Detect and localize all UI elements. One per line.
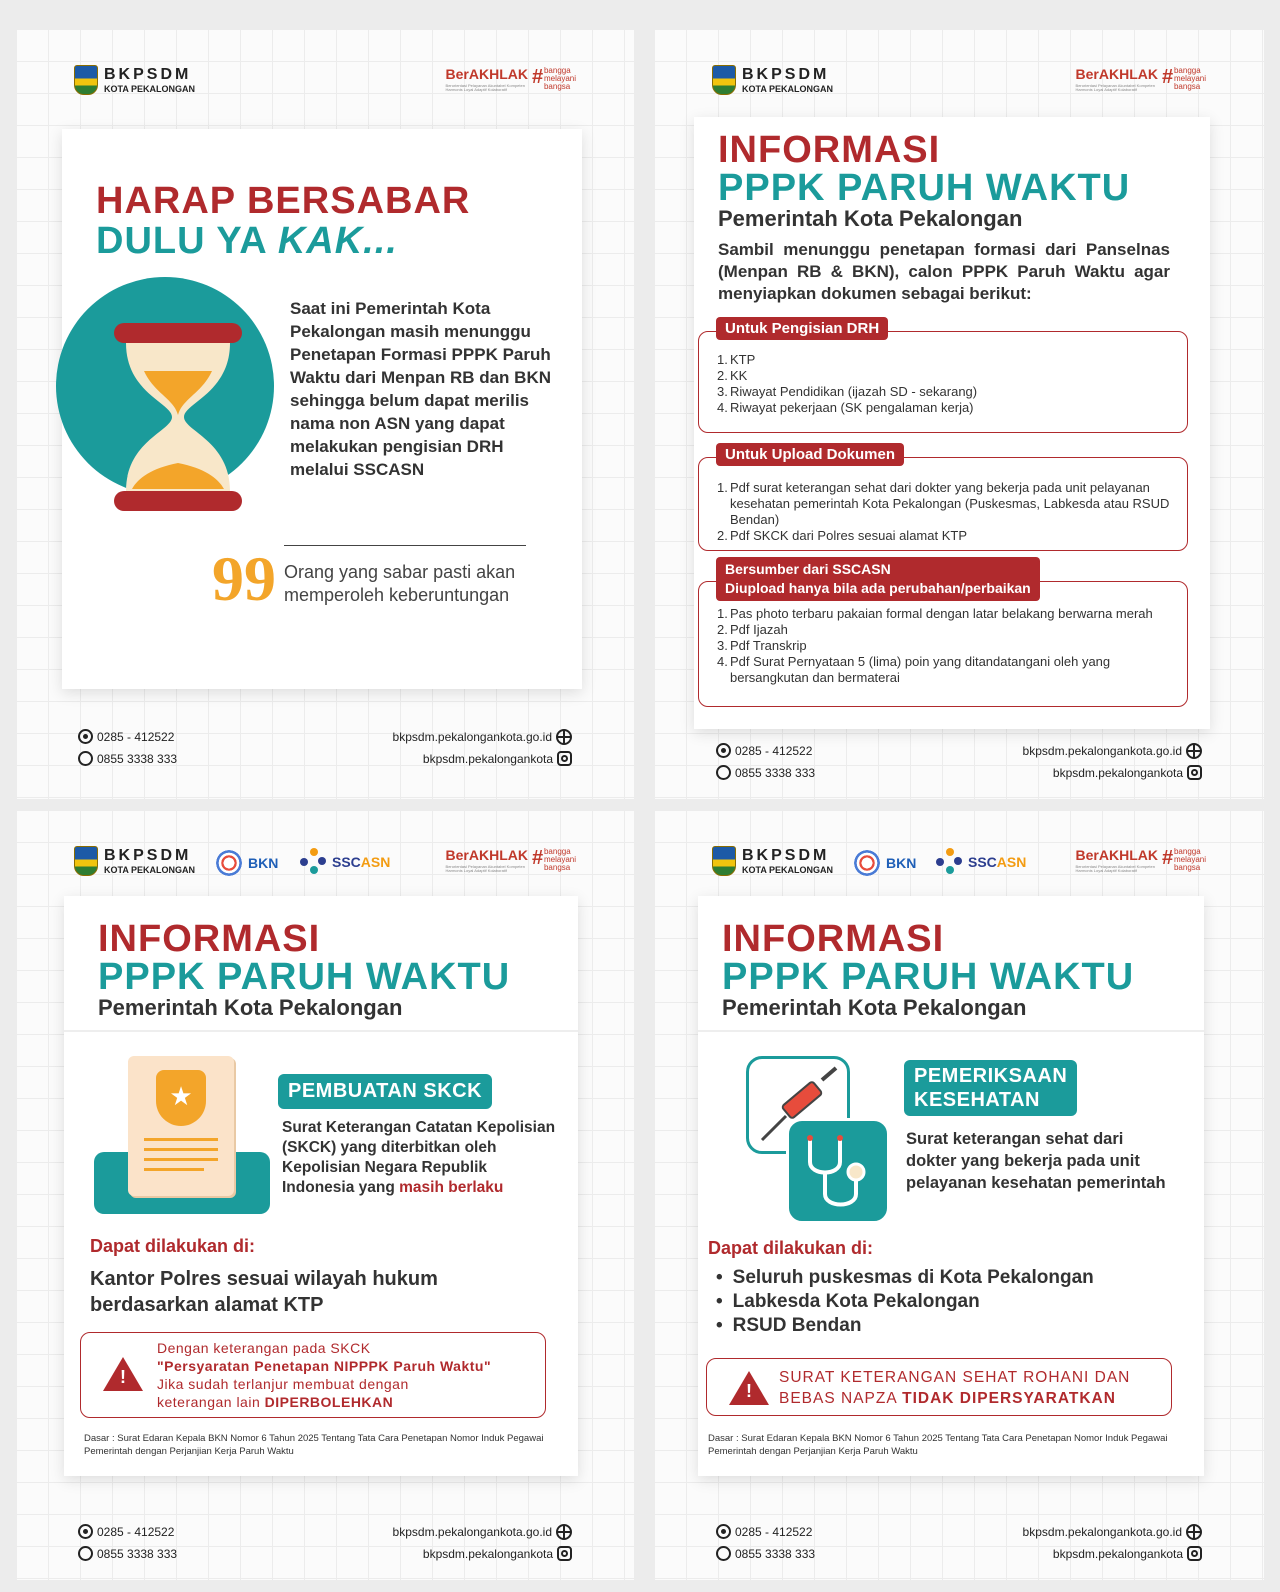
bkpsdm-logo (74, 65, 195, 95)
whatsapp-icon (78, 751, 93, 766)
bkn-logo (214, 848, 278, 878)
office-phone (78, 1524, 174, 1539)
bangga-melayani-bangsa: # bangga melayani bangsa (531, 66, 576, 91)
poster-harap-bersabar (16, 29, 634, 799)
whatsapp-icon (78, 1546, 93, 1561)
list-item-text: KK (730, 368, 748, 383)
list-item: 4. Pdf Surat Pernyataan 5 (lima) poin yang ditandatangani oleh yang bersangkutan dan bermaterai (717, 654, 1177, 686)
skck-document-icon: ★ (94, 1056, 270, 1216)
title-divider (698, 1030, 1204, 1032)
headline-line2-italic: KAK... (277, 220, 398, 262)
where-label: Dapat dilakukan di: (708, 1238, 874, 1258)
body-text: Saat ini Pemerintah Kota Pekalongan masih menunggu Penetapan Formasi PPPK Paruh Waktu dari Menpan RB dan BKN sehingga belum dapat merilis nama non ASN yang dapat melakukan pengisian DRH melalui SSCASN (290, 299, 551, 479)
warning-line1: Dengan keterangan pada SKCK (157, 1340, 371, 1356)
instagram-icon (1187, 765, 1202, 780)
mobile-phone-text: 0855 3338 333 (735, 765, 816, 780)
office-phone (716, 1524, 812, 1539)
warning-line3: Jika sudah terlanjur membuat dengan (157, 1376, 409, 1392)
sscasn-word (332, 854, 390, 870)
instagram-text: bkpsdm.pekalongankota (1052, 765, 1183, 780)
drh-tag: Untuk Pengisian DRH (716, 317, 888, 340)
website-link[interactable] (1023, 1524, 1202, 1540)
phone-icon (716, 743, 731, 758)
bkn-word: BKN (886, 855, 917, 871)
sscasn-tag-line1: Bersumber dari SSCASN (725, 561, 891, 577)
bkpsdm-logo (712, 846, 833, 876)
globe-icon (1186, 1524, 1202, 1540)
bangga-melayani-bangsa: # bangga melayani bangsa (1161, 66, 1206, 91)
bangsa-word: bangsa (543, 863, 571, 872)
footer-contacts (716, 1524, 1202, 1566)
where-list (716, 1266, 1094, 1338)
headline (96, 181, 470, 261)
list-item-text: Pdf Transkrip (730, 638, 807, 653)
list-item: 1. Pas photo terbaru pakaian formal dengan latar belakang berwarna merah (717, 606, 1153, 621)
bangga-word: bangga (543, 847, 571, 856)
header-logos (74, 846, 576, 882)
title-subtitle: Pemerintah Kota Pekalongan (718, 206, 1023, 231)
main-card (64, 896, 578, 1476)
bkpsdm-subtitle: KOTA PEKALONGAN (104, 864, 195, 875)
warning-line4-text: keterangan lain (157, 1394, 265, 1410)
mobile-phone-text: 0855 3338 333 (97, 751, 178, 766)
website-text: bkpsdm.pekalongankota.go.id (392, 1525, 552, 1539)
dasar-text: Surat Edaran Kepala BKN Nomor 6 Tahun 2025 Tentang Tata Cara Penetapan Nomor Induk Pegawai Pemerintah dengan Perjanjian Kerja Paruh Waktu (84, 1433, 544, 1457)
city-crest-icon (74, 846, 98, 876)
berakhlak-tagline: Berorientasi Pelayanan Akuntabel Kompeten Harmonis Loyal Adaptif Kolaboratif (445, 83, 525, 92)
warning-icon (729, 1371, 769, 1405)
bkpsdm-title: BKPSDM (104, 846, 192, 864)
berakhlak-logo (446, 848, 576, 873)
globe-icon (556, 729, 572, 745)
kesehatan-pill (904, 1060, 1077, 1116)
warning-box (80, 1332, 546, 1418)
list-item-text: KTP (730, 352, 756, 367)
mobile-phone (78, 751, 177, 766)
bkpsdm-title: BKPSDM (742, 65, 830, 83)
list-item: 1. KTP (717, 352, 756, 367)
title-block (98, 920, 510, 1020)
quote-text: Orang yang sabar pasti akan memperoleh keberuntungan (284, 562, 516, 605)
mobile-phone (716, 765, 815, 780)
bkpsdm-title: BKPSDM (104, 65, 192, 83)
list-item: 3. Riwayat Pendidikan (ijazah SD - sekarang) (717, 384, 978, 399)
sscasn-word-asn: ASN (360, 854, 391, 870)
dasar-label: Dasar : (84, 1433, 118, 1444)
list-item-text: Pdf Ijazah (730, 622, 788, 637)
where-text: Kantor Polres sesuai wilayah hukum berdasarkan alamat KTP (90, 1268, 438, 1316)
website-text: bkpsdm.pekalongankota.go.id (392, 730, 552, 744)
globe-icon (1186, 743, 1202, 759)
berakhlak-tagline: Berorientasi Pelayanan Akuntabel Kompeten Harmonis Loyal Adaptif Kolaboratif (445, 864, 525, 873)
website-link[interactable] (393, 729, 572, 745)
quote-icon: 99 (212, 543, 276, 614)
instagram-link[interactable] (423, 751, 572, 766)
bangga-melayani-bangsa: # bangga melayani bangsa (1161, 847, 1206, 872)
bkn-emblem-icon (852, 848, 882, 878)
instagram-link[interactable] (423, 1546, 572, 1561)
bangga-word: bangga (543, 66, 571, 75)
bkn-emblem-icon (214, 848, 244, 878)
melayani-word: melayani (1173, 74, 1206, 83)
bkpsdm-title: BKPSDM (742, 846, 830, 864)
mobile-phone (716, 1546, 815, 1561)
poster-kesehatan (654, 810, 1264, 1580)
syringe-stethoscope-icon (742, 1052, 892, 1232)
title-informasi: INFORMASI (98, 918, 321, 960)
list-item: 3. Pdf Transkrip (717, 638, 807, 653)
list-item-text: Riwayat Pendidikan (ijazah SD - sekarang) (730, 384, 978, 399)
intro-text: Sambil menunggu penetapan formasi dari Panselnas (Menpan RB & BKN), calon PPPK Paruh Waktu agar menyiapkan dokumen sebagai berikut: (718, 240, 1170, 303)
melayani-word: melayani (543, 74, 576, 83)
office-phone-text: 0285 - 412522 (735, 1524, 813, 1539)
title-informasi: INFORMASI (722, 918, 945, 960)
phone-icon (78, 729, 93, 744)
skck-description-text: Surat Keterangan Catatan Kepolisian (SKCK) yang diterbitkan oleh Kepolisian Negara Republik Indonesia yang (282, 1119, 556, 1196)
globe-icon (556, 1524, 572, 1540)
list-item: • RSUD Bendan (716, 1314, 1094, 1338)
dasar-note (84, 1432, 554, 1458)
upload-box (698, 457, 1188, 551)
title-subtitle: Pemerintah Kota Pekalongan (98, 995, 403, 1020)
phone-icon (716, 1524, 731, 1539)
sscasn-logo (936, 848, 1026, 876)
bangsa-word: bangsa (1173, 82, 1201, 91)
bkpsdm-subtitle: KOTA PEKALONGAN (742, 864, 833, 875)
kesehatan-description: Surat keterangan sehat dari dokter yang bekerja pada unit pelayanan kesehatan pemerintah (906, 1130, 1166, 1192)
warning-box (706, 1358, 1172, 1416)
footer-contacts (78, 1524, 572, 1566)
bkpsdm-logo (712, 65, 833, 95)
where-label: Dapat dilakukan di: (90, 1236, 256, 1256)
drh-list (717, 352, 977, 416)
instagram-text: bkpsdm.pekalongankota (422, 751, 553, 766)
city-crest-icon (712, 65, 736, 95)
list-item-text: Pdf Surat Pernyataan 5 (lima) poin yang ditandatangani oleh yang bersangkutan dan bermaterai (730, 654, 1111, 685)
dasar-note (708, 1432, 1178, 1458)
melayani-word: melayani (1173, 855, 1206, 864)
title-pppk: PPPK PARUH WAKTU (98, 956, 511, 998)
main-card (62, 129, 582, 689)
office-phone (716, 743, 812, 758)
sscasn-word-ssc: SSC (968, 854, 997, 870)
sscasn-emblem-icon (300, 848, 328, 876)
berakhlak-logo (1076, 848, 1206, 873)
dasar-text: Surat Edaran Kepala BKN Nomor 6 Tahun 2025 Tentang Tata Cara Penetapan Nomor Induk Pegawai Pemerintah dengan Perjanjian Kerja Paruh Waktu (708, 1433, 1168, 1457)
poster-informasi-dokumen (654, 29, 1264, 799)
title-block (718, 131, 1130, 231)
headline-line1: HARAP BERSABAR (96, 180, 471, 222)
bangga-word: bangga (1173, 847, 1201, 856)
title-informasi: INFORMASI (718, 129, 941, 171)
skck-description-highlight: masih berlaku (399, 1179, 504, 1196)
mobile-phone (78, 1546, 177, 1561)
instagram-icon (557, 1546, 572, 1561)
city-crest-icon (74, 65, 98, 95)
title-pppk: PPPK PARUH WAKTU (718, 167, 1131, 209)
list-item: 2. Pdf SKCK dari Polres sesuai alamat KTP (717, 528, 967, 543)
warning-line4 (157, 1393, 491, 1411)
sscasn-word-asn: ASN (996, 854, 1027, 870)
website-link[interactable] (1023, 743, 1202, 759)
berakhlak-word: BerAKHLAK (445, 847, 528, 863)
title-block (722, 920, 1134, 1020)
hourglass-icon (56, 277, 274, 495)
office-phone-text: 0285 - 412522 (97, 1524, 175, 1539)
sscasn-emblem-icon (936, 848, 964, 876)
bkpsdm-logo (74, 846, 195, 876)
kesehatan-pill-line2: KESEHATAN (914, 1089, 1040, 1111)
berakhlak-tagline: Berorientasi Pelayanan Akuntabel Kompeten Harmonis Loyal Adaptif Kolaboratif (1075, 83, 1155, 92)
poster-skck (16, 810, 634, 1580)
berakhlak-logo (1076, 67, 1206, 92)
berakhlak-tagline: Berorientasi Pelayanan Akuntabel Kompeten Harmonis Loyal Adaptif Kolaboratif (1075, 864, 1155, 873)
whatsapp-icon (716, 765, 731, 780)
phone-icon (78, 1524, 93, 1539)
instagram-text: bkpsdm.pekalongankota (422, 1546, 553, 1561)
headline-line2-text: DULU YA (96, 220, 278, 262)
sscasn-word-ssc: SSC (332, 854, 361, 870)
drh-box (698, 331, 1188, 433)
skck-pill: PEMBUATAN SKCK (278, 1074, 492, 1109)
instagram-link[interactable] (1053, 1546, 1202, 1561)
header-logos (712, 846, 1206, 882)
bangsa-word: bangsa (543, 82, 571, 91)
warning-icon (103, 1357, 143, 1391)
warning-line2-text: BEBAS NAPZA (779, 1390, 903, 1407)
bkpsdm-subtitle: KOTA PEKALONGAN (742, 83, 833, 94)
warning-text (157, 1339, 491, 1411)
melayani-word: melayani (543, 855, 576, 864)
berakhlak-word: BerAKHLAK (1075, 66, 1158, 82)
dasar-label: Dasar : (708, 1433, 742, 1444)
office-phone (78, 729, 174, 744)
bangsa-word: bangsa (1173, 863, 1201, 872)
list-item: 4. Riwayat pekerjaan (SK pengalaman kerja) (717, 400, 974, 415)
list-item: 2. KK (717, 368, 748, 383)
berakhlak-logo (446, 67, 576, 92)
mobile-phone-text: 0855 3338 333 (735, 1546, 816, 1561)
city-crest-icon (712, 846, 736, 876)
mobile-phone-text: 0855 3338 333 (97, 1546, 178, 1561)
berakhlak-word: BerAKHLAK (1075, 847, 1158, 863)
list-item: • Seluruh puskesmas di Kota Pekalongan (716, 1266, 1094, 1290)
upload-tag: Untuk Upload Dokumen (716, 443, 904, 466)
headline-line2 (96, 221, 470, 261)
main-card (694, 117, 1210, 729)
warning-line2: "Persyaratan Penetapan NIPPPK Paruh Waktu" (157, 1358, 492, 1374)
title-divider (64, 1030, 578, 1032)
office-phone-text: 0285 - 412522 (97, 729, 175, 744)
list-item-text: Pas photo terbaru pakaian formal dengan latar belakang berwarna merah (730, 606, 1153, 621)
instagram-link[interactable] (1053, 765, 1202, 780)
website-link[interactable] (393, 1524, 572, 1540)
sscasn-logo (300, 848, 390, 876)
title-subtitle: Pemerintah Kota Pekalongan (722, 995, 1027, 1020)
footer-contacts (716, 743, 1202, 785)
sscasn-word (968, 854, 1026, 870)
website-text: bkpsdm.pekalongankota.go.id (1022, 744, 1182, 758)
office-phone-text: 0285 - 412522 (735, 743, 813, 758)
list-item-text: Pdf surat keterangan sehat dari dokter yang bekerja pada unit pelayanan kesehatan pemerintah Kota Pekalongan (Puskesmas, Labkesda atau RSUD Bendan) (730, 480, 1170, 527)
divider (284, 545, 526, 546)
list-item: 2. Pdf Ijazah (717, 622, 788, 637)
sscasn-list (717, 606, 1177, 686)
warning-text (779, 1367, 1130, 1409)
bkn-word: BKN (248, 855, 279, 871)
instagram-text: bkpsdm.pekalongankota (1052, 1546, 1183, 1561)
warning-line2 (779, 1388, 1130, 1409)
instagram-icon (1187, 1546, 1202, 1561)
list-item: • Labkesda Kota Pekalongan (716, 1290, 1094, 1314)
website-text: bkpsdm.pekalongankota.go.id (1022, 1525, 1182, 1539)
whatsapp-icon (716, 1546, 731, 1561)
skck-description (282, 1118, 562, 1198)
header-logos (712, 65, 1206, 101)
list-item-text: Riwayat pekerjaan (SK pengalaman kerja) (730, 400, 974, 415)
list-item-text: Pdf SKCK dari Polres sesuai alamat KTP (730, 528, 967, 543)
header-logos (74, 65, 576, 101)
berakhlak-word: BerAKHLAK (445, 66, 528, 82)
upload-list (717, 480, 1177, 544)
kesehatan-pill-line1: PEMERIKSAAN (914, 1065, 1068, 1087)
warning-line2-bold: TIDAK DIPERSYARATKAN (902, 1390, 1116, 1407)
bkn-logo (852, 848, 916, 878)
bangga-word: bangga (1173, 66, 1201, 75)
instagram-icon (557, 751, 572, 766)
footer-contacts (78, 729, 572, 771)
bangga-melayani-bangsa: # bangga melayani bangsa (531, 847, 576, 872)
warning-line1: SURAT KETERANGAN SEHAT ROHANI DAN (779, 1369, 1131, 1386)
title-pppk: PPPK PARUH WAKTU (722, 956, 1135, 998)
list-item: 1. Pdf surat keterangan sehat dari dokter yang bekerja pada unit pelayanan kesehatan pemerintah Kota Pekalongan (Puskesmas, Labkesda atau RSUD Bendan) (717, 480, 1177, 528)
bkpsdm-subtitle: KOTA PEKALONGAN (104, 83, 195, 94)
warning-line4-bold: DIPERBOLEHKAN (264, 1394, 394, 1410)
sscasn-tag-line2: Diupload hanya bila ada perubahan/perbaikan (725, 580, 1031, 596)
sscasn-tag (716, 557, 1040, 601)
main-card (698, 896, 1204, 1476)
